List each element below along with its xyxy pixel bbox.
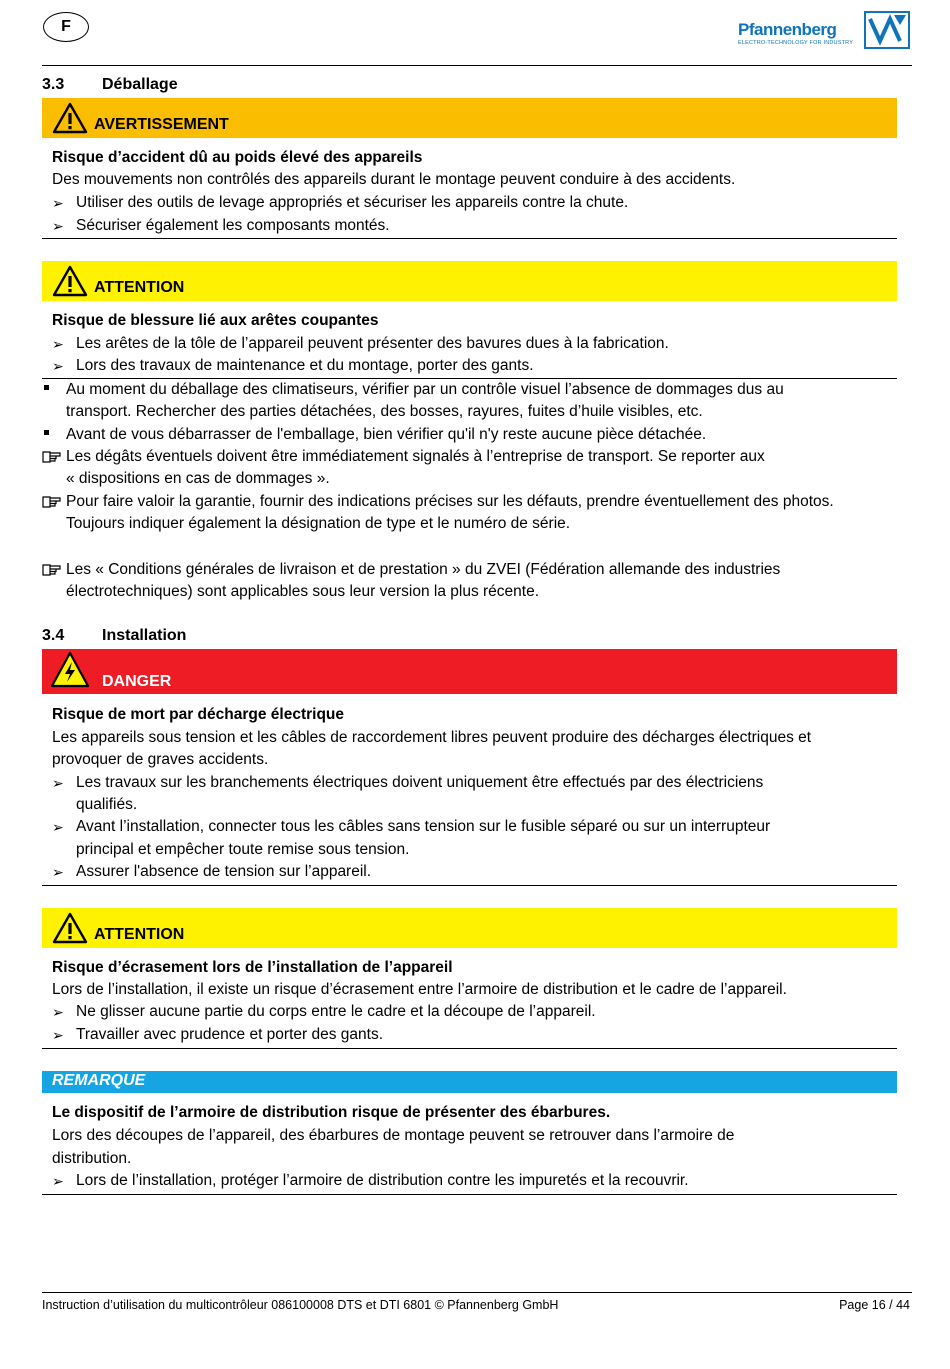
danger-banner [42, 649, 897, 694]
footer-doc-title: Instruction d’utilisation du multicontrôleur 086100008 DTS et DTI 6801 © Pfannenberg GmbH [42, 1298, 559, 1312]
remark-title: Le dispositif de l’armoire de distribution risque de présenter des ébarbures. [52, 1104, 611, 1121]
square-bullet-icon [44, 430, 49, 435]
warning-label: AVERTISSEMENT [94, 116, 229, 133]
danger-rule [42, 885, 897, 886]
caution-step: Travailler avec prudence et porter des gants. [76, 1026, 384, 1043]
remark-banner [42, 1071, 897, 1093]
bullet-line: transport. Rechercher des parties détachées, des bosses, rayures, fuites d’huile visibles, etc. [66, 403, 703, 420]
remark-step: Lors de l’installation, protéger l’armoire de distribution contre les impuretés et la recouvrir. [76, 1172, 689, 1189]
warning-step: Utiliser des outils de levage appropriés et sécuriser les appareils contre la chute. [76, 194, 629, 211]
arrow-icon: ➢ [52, 358, 64, 374]
note-line: Les dégâts éventuels doivent être immédiatement signalés à l’entreprise de transport. Se reporter aux [66, 448, 765, 465]
warning-step: Sécuriser également les composants montés. [76, 217, 390, 234]
note-line: Pour faire valoir la garantie, fournir des indications précises sur les défauts, prendre éventuellement des photos. [66, 493, 834, 510]
note-line: électrotechniques) sont applicables sous leur version la plus récente. [66, 583, 540, 600]
danger-text: Les appareils sous tension et les câbles de raccordement libres peuvent produire des décharges électriques et [52, 729, 812, 746]
logo-name: Pfannenberg [738, 20, 837, 39]
arrow-icon: ➢ [52, 819, 64, 835]
logo-mark-icon [864, 11, 910, 49]
caution-step: Les arêtes de la tôle de l’appareil peuvent présenter des bavures dues à la fabrication. [76, 335, 669, 352]
remark-label: REMARQUE [52, 1072, 146, 1089]
arrow-icon: ➢ [52, 775, 64, 791]
remark-text: distribution. [52, 1150, 132, 1167]
caution-step: Lors des travaux de maintenance et du montage, porter des gants. [76, 357, 534, 374]
remark-text: Lors des découpes de l’appareil, des ébarbures de montage peuvent se retrouver dans l’armoire de [52, 1127, 735, 1144]
arrow-icon: ➢ [52, 195, 64, 211]
square-bullet-icon [44, 385, 49, 390]
warning-triangle-icon [52, 912, 88, 944]
warning-text: Des mouvements non contrôlés des appareils durant le montage peuvent conduire à des accidents. [52, 171, 736, 188]
section-number: 3.4 [42, 627, 65, 644]
warning-triangle-icon [52, 265, 88, 297]
warning-rule [42, 238, 897, 239]
arrow-icon: ➢ [52, 336, 64, 352]
arrow-icon: ➢ [52, 1173, 64, 1189]
arrow-icon: ➢ [52, 864, 64, 880]
section-title: Installation [102, 627, 187, 644]
danger-step: qualifiés. [76, 796, 138, 813]
caution-label: ATTENTION [94, 279, 185, 296]
caution-title: Risque de blessure lié aux arêtes coupantes [52, 312, 379, 329]
warning-triangle-icon [52, 102, 88, 134]
note-line: Les « Conditions générales de livraison et de prestation » du ZVEI (Fédération allemande des industries [66, 561, 781, 578]
bullet-line: Avant de vous débarrasser de l'emballage, bien vérifier qu'il n'y reste aucune pièce détachée. [66, 426, 707, 443]
electric-shock-icon [50, 651, 90, 689]
warning-banner [42, 98, 897, 138]
arrow-icon: ➢ [52, 1027, 64, 1043]
caution-banner [42, 908, 897, 948]
section-heading-unpacking [42, 76, 178, 94]
danger-label: DANGER [102, 673, 172, 690]
danger-step: principal et empêcher toute remise sous tension. [76, 841, 410, 858]
caution-title: Risque d’écrasement lors de l’installation de l’appareil [52, 959, 453, 976]
caution-label: ATTENTION [94, 926, 185, 943]
danger-step: Les travaux sur les branchements électriques doivent uniquement être effectués par des électriciens [76, 774, 764, 791]
danger-title: Risque de mort par décharge électrique [52, 706, 345, 723]
caution-banner [42, 261, 897, 301]
pfannenberg-logo [738, 6, 910, 50]
arrow-icon: ➢ [52, 1004, 64, 1020]
logo-tagline: ELECTRO-TECHNOLOGY FOR INDUSTRY [738, 40, 854, 46]
section-title: Déballage [102, 76, 178, 93]
section-heading-installation [42, 627, 186, 645]
note-line: Toujours indiquer également la désignation de type et le numéro de série. [66, 515, 571, 532]
remark-rule [42, 1194, 897, 1195]
language-badge: F [43, 12, 89, 42]
caution-rule [42, 1048, 897, 1049]
footer-rule [42, 1292, 912, 1293]
pointing-hand-icon [42, 563, 62, 577]
caution-step: Ne glisser aucune partie du corps entre le cadre et la découpe de l’appareil. [76, 1003, 596, 1020]
note-line: « dispositions en cas de dommages ». [66, 470, 330, 487]
arrow-icon: ➢ [52, 218, 64, 234]
section-number: 3.3 [42, 76, 65, 93]
warning-title: Risque d’accident dû au poids élevé des appareils [52, 149, 423, 166]
danger-step: Avant l’installation, connecter tous les câbles sans tension sur le fusible séparé ou sur un interrupteur [76, 818, 771, 835]
danger-step: Assurer l'absence de tension sur l’appareil. [76, 863, 372, 880]
header-rule [42, 65, 912, 66]
bullet-line: Au moment du déballage des climatiseurs, vérifier par un contrôle visuel l’absence de dommages dus au [66, 381, 784, 398]
danger-text: provoquer de graves accidents. [52, 751, 269, 768]
pointing-hand-icon [42, 450, 62, 464]
caution-text: Lors de l’installation, il existe un risque d’écrasement entre l’armoire de distribution et le cadre de l’appareil. [52, 981, 787, 998]
pointing-hand-icon [42, 495, 62, 509]
footer-page-number: Page 16 / 44 [839, 1298, 910, 1312]
